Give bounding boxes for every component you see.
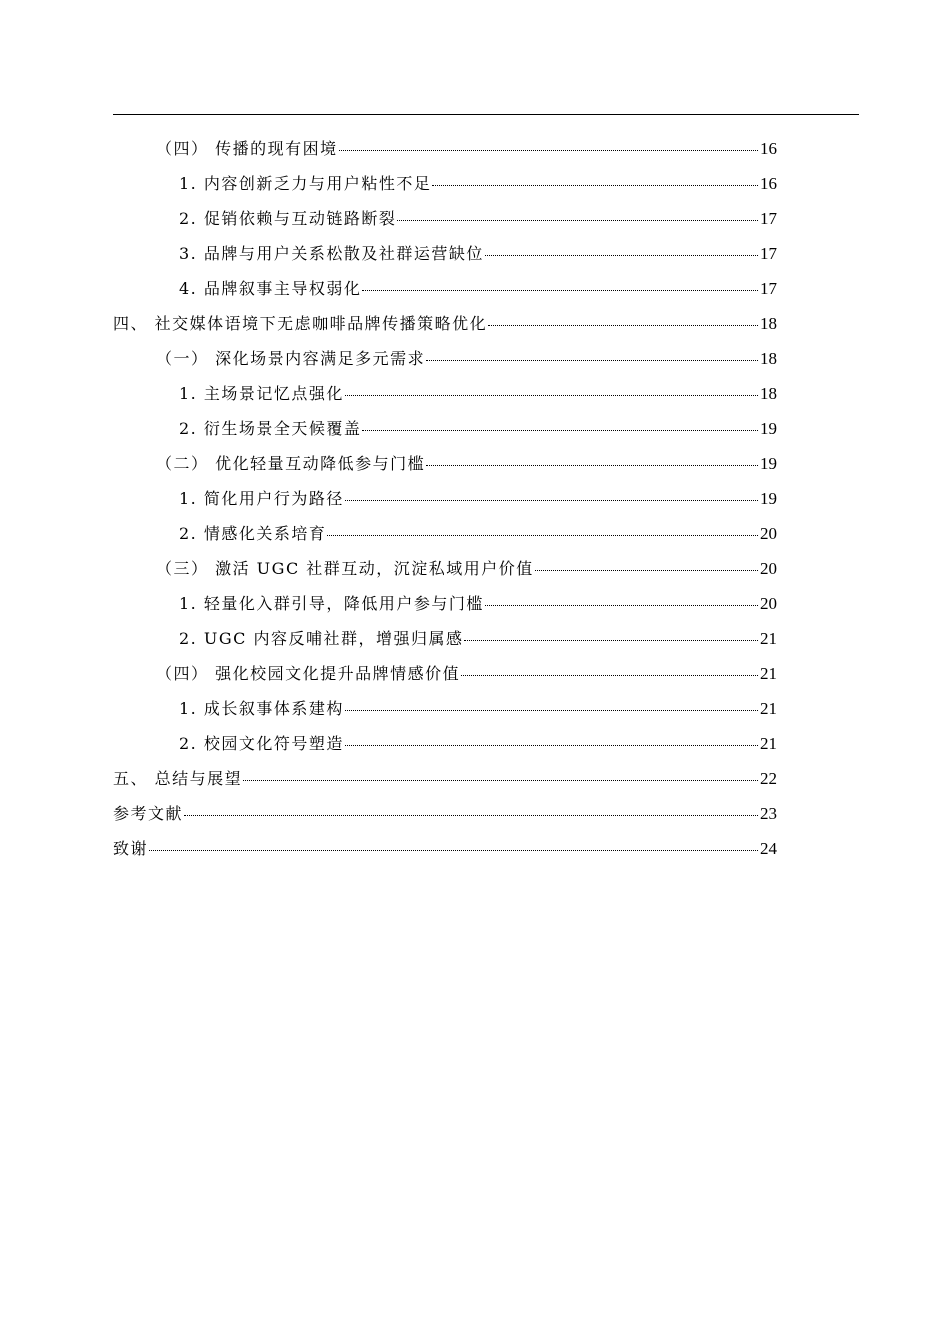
toc-page-number: 20 <box>760 559 777 578</box>
dot-leader <box>339 149 758 151</box>
dot-leader <box>345 394 758 396</box>
toc-entry[interactable] <box>113 726 777 761</box>
table-of-contents <box>113 131 777 866</box>
toc-entry-title: 致谢 <box>113 839 149 858</box>
dot-leader <box>397 219 758 221</box>
toc-entry[interactable] <box>113 341 777 376</box>
toc-entry-title: （四） 传播的现有困境 <box>156 139 338 158</box>
dot-leader <box>362 429 758 431</box>
toc-entry-title: （三） 激活 UGC 社群互动，沉淀私域用户价值 <box>156 559 534 578</box>
toc-page-number: 22 <box>760 769 777 788</box>
dot-leader <box>327 534 758 536</box>
toc-entry[interactable] <box>113 586 777 621</box>
toc-entry[interactable] <box>113 166 777 201</box>
toc-entry[interactable] <box>113 271 777 306</box>
toc-entry[interactable] <box>113 446 777 481</box>
toc-entry-title: 五、 总结与展望 <box>113 769 243 788</box>
dot-leader <box>149 849 758 851</box>
toc-entry-title: 参考文献 <box>113 804 184 823</box>
toc-page-number: 24 <box>760 839 777 858</box>
dot-leader <box>485 254 758 256</box>
toc-entry[interactable] <box>113 761 777 796</box>
dot-leader <box>345 499 758 501</box>
toc-entry[interactable] <box>113 621 777 656</box>
toc-entry-title: 1. 简化用户行为路径 <box>179 489 344 508</box>
dot-leader <box>345 709 758 711</box>
dot-leader <box>485 604 758 606</box>
toc-page-number: 20 <box>760 594 777 613</box>
toc-page-number: 20 <box>760 524 777 543</box>
toc-page-number: 21 <box>760 629 777 648</box>
toc-entry[interactable] <box>113 376 777 411</box>
toc-page-number: 21 <box>760 699 777 718</box>
toc-entry-title: 1. 成长叙事体系建构 <box>179 699 344 718</box>
toc-entry[interactable] <box>113 551 777 586</box>
toc-entry[interactable] <box>113 236 777 271</box>
toc-entry[interactable] <box>113 306 777 341</box>
dot-leader <box>432 184 758 186</box>
toc-entry-title: 1. 主场景记忆点强化 <box>179 384 344 403</box>
dot-leader <box>426 464 758 466</box>
toc-page-number: 18 <box>760 314 777 333</box>
toc-entry-title: 3. 品牌与用户关系松散及社群运营缺位 <box>179 244 484 263</box>
dot-leader <box>184 814 758 816</box>
toc-entry-title: 2. 校园文化符号塑造 <box>179 734 344 753</box>
dot-leader <box>461 674 758 676</box>
dot-leader <box>464 639 758 641</box>
dot-leader <box>488 324 758 326</box>
toc-page-number: 19 <box>760 419 777 438</box>
dot-leader <box>345 744 758 746</box>
toc-entry[interactable] <box>113 411 777 446</box>
toc-entry-title: 4. 品牌叙事主导权弱化 <box>179 279 362 298</box>
toc-entry[interactable] <box>113 201 777 236</box>
toc-entry[interactable] <box>113 131 777 166</box>
header-rule <box>113 114 859 115</box>
toc-page-number: 23 <box>760 804 777 823</box>
toc-page-number: 21 <box>760 734 777 753</box>
toc-entry-title: 1. 内容创新乏力与用户粘性不足 <box>179 174 432 193</box>
toc-entry-title: 2. 促销依赖与互动链路断裂 <box>179 209 397 228</box>
toc-entry-title: 2. 衍生场景全天候覆盖 <box>179 419 362 438</box>
toc-entry-title: 四、 社交媒体语境下无虑咖啡品牌传播策略优化 <box>113 314 488 333</box>
dot-leader <box>535 569 758 571</box>
toc-entry[interactable] <box>113 656 777 691</box>
toc-page-number: 21 <box>760 664 777 683</box>
toc-page-number: 16 <box>760 174 777 193</box>
toc-entry[interactable] <box>113 691 777 726</box>
toc-entry[interactable] <box>113 796 777 831</box>
toc-entry-title: 2. UGC 内容反哺社群，增强归属感 <box>179 629 464 648</box>
toc-entry[interactable] <box>113 516 777 551</box>
toc-entry-title: （四） 强化校园文化提升品牌情感价值 <box>156 664 461 683</box>
toc-entry-title: 1. 轻量化入群引导，降低用户参与门槛 <box>179 594 484 613</box>
toc-entry-title: 2. 情感化关系培育 <box>179 524 327 543</box>
toc-page-number: 18 <box>760 384 777 403</box>
toc-page-number: 17 <box>760 279 777 298</box>
dot-leader <box>426 359 758 361</box>
toc-entry[interactable] <box>113 481 777 516</box>
toc-page-number: 17 <box>760 244 777 263</box>
toc-entry-title: （二） 优化轻量互动降低参与门槛 <box>156 454 426 473</box>
toc-page-number: 17 <box>760 209 777 228</box>
toc-page-number: 19 <box>760 489 777 508</box>
toc-entry[interactable] <box>113 831 777 866</box>
toc-entry-title: （一） 深化场景内容满足多元需求 <box>156 349 426 368</box>
toc-page-number: 18 <box>760 349 777 368</box>
toc-page-number: 16 <box>760 139 777 158</box>
dot-leader <box>362 289 758 291</box>
dot-leader <box>243 779 758 781</box>
toc-page-number: 19 <box>760 454 777 473</box>
